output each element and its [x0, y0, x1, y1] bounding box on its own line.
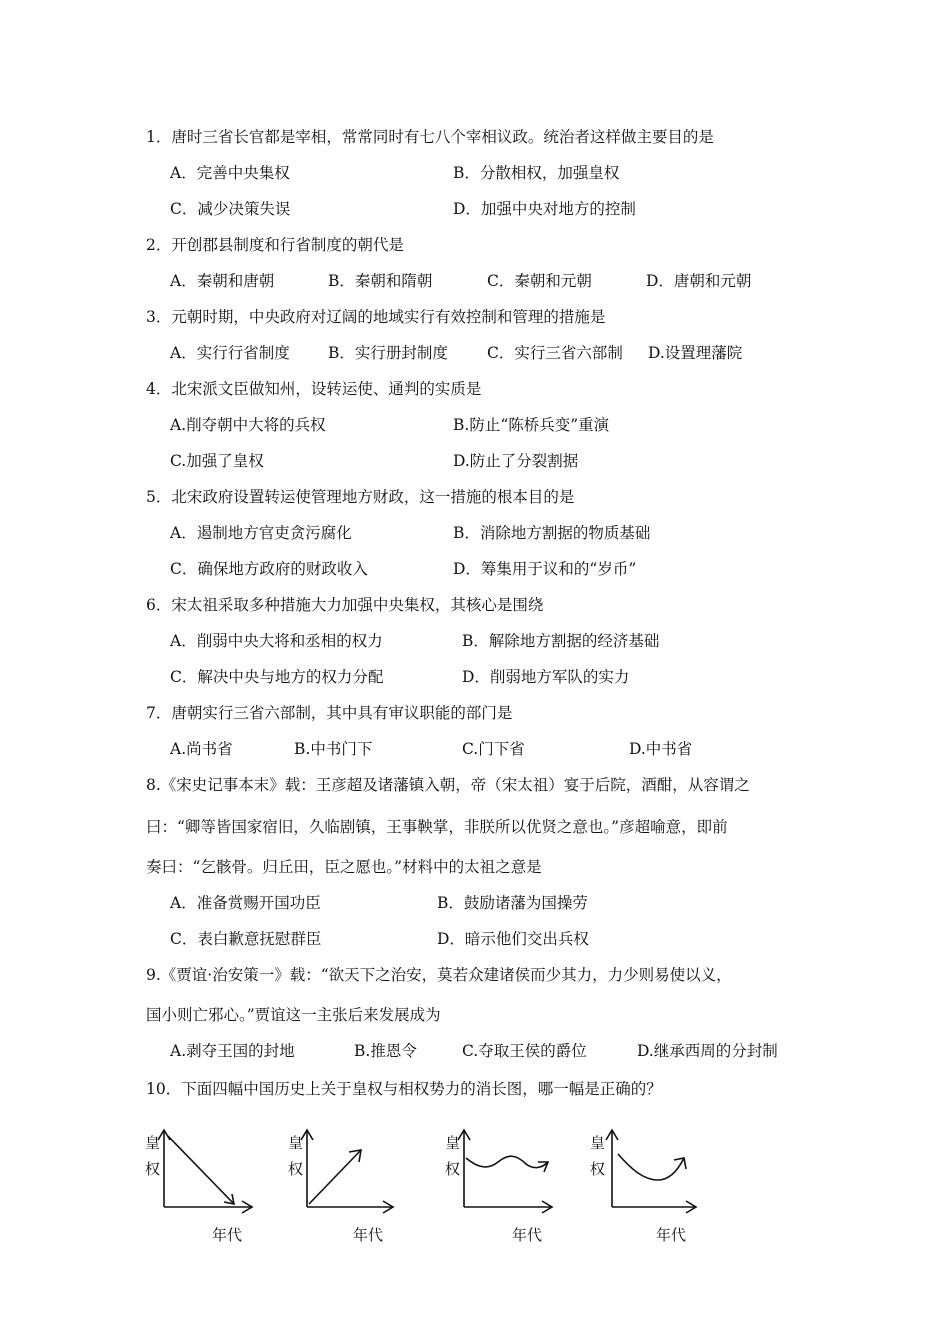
- graph-x-label: 年代: [656, 1226, 687, 1244]
- question-7-option-b: B.中书门下: [294, 740, 373, 758]
- graph-y-label-top: 皇: [145, 1134, 161, 1152]
- question-8-stem-line-1: 8.《宋史记事本末》载：王彦超及诸藩镇入朝，帝（宋太祖）宴于后院，酒酣，从容谓之: [146, 776, 750, 794]
- question-1-option-d: D．加强中央对地方的控制: [453, 200, 636, 218]
- graph-u-shape: [588, 1128, 738, 1248]
- question-4-option-c: C.加强了皇权: [170, 452, 264, 470]
- question-9-option-d: D.继承西周的分封制: [637, 1042, 778, 1060]
- question-2-option-c: C．秦朝和元朝: [487, 272, 592, 290]
- question-9-stem-line-1: 9.《贾谊·治安策一》载：“欲天下之治安，莫若众建诸侯而少其力，力少则易使以义，: [146, 966, 732, 984]
- question-6-option-a: A．削弱中央大将和丞相的权力: [170, 632, 383, 650]
- question-3-option-d: D.设置理藩院: [648, 344, 743, 362]
- question-7-option-a: A.尚书省: [170, 740, 233, 758]
- question-6-option-d: D．削弱地方军队的实力: [462, 668, 630, 686]
- graph-u-shape-plot: [588, 1128, 738, 1218]
- question-9-option-a: A.剥夺王国的封地: [170, 1042, 295, 1060]
- question-7-option-d: D.中书省: [629, 740, 693, 758]
- question-8-stem-line-2: 曰：“卿等皆国家宿旧，久临剧镇，王事鞅掌，非朕所以优贤之意也。”彦超喻意，即前: [146, 818, 728, 836]
- question-10-stem: 10．下面四幅中国历史上关于皇权与相权势力的消长图，哪一幅是正确的？: [146, 1080, 662, 1098]
- question-9-option-c: C.夺取王侯的爵位: [462, 1042, 587, 1060]
- graph-x-label: 年代: [212, 1226, 243, 1244]
- graph-wavy-plot: [442, 1128, 592, 1218]
- graph-y-label-bottom: 权: [590, 1160, 606, 1178]
- graph-y-label-bottom: 权: [445, 1160, 461, 1178]
- question-4-stem: 4．北宋派文臣做知州，设转运使、通判的实质是: [146, 380, 482, 398]
- question-4-option-b: B.防止“陈桥兵变”重演: [453, 416, 610, 434]
- question-1-stem: 1．唐时三省长官都是宰相，常常同时有七八个宰相议政。统治者这样做主要目的是: [146, 128, 714, 146]
- question-9-option-b: B.推恩令: [354, 1042, 417, 1060]
- question-2-stem: 2．开创郡县制度和行省制度的朝代是: [146, 236, 404, 254]
- graph-y-label-bottom: 权: [288, 1160, 304, 1178]
- question-4-option-d: D.防止了分裂割据: [453, 452, 579, 470]
- question-7-option-c: C.门下省: [462, 740, 525, 758]
- graph-decreasing: [140, 1128, 290, 1248]
- question-5-option-d: D．筹集用于议和的“岁币”: [453, 560, 637, 578]
- question-8-option-d: D．暗示他们交出兵权: [437, 930, 589, 948]
- question-5-option-a: A．遏制地方官吏贪污腐化: [170, 524, 352, 542]
- graph-wavy: [442, 1128, 592, 1248]
- question-5-stem: 5．北宋政府设置转运使管理地方财政，这一措施的根本目的是: [146, 488, 575, 506]
- graph-increasing: [285, 1128, 435, 1248]
- question-2-option-d: D．唐朝和元朝: [646, 272, 752, 290]
- question-4-option-a: A.削夺朝中大将的兵权: [170, 416, 326, 434]
- question-8-stem-line-3: 奏曰：“乞骸骨。归丘田，臣之愿也。”材料中的太祖之意是: [146, 858, 542, 876]
- graph-decreasing-plot: [140, 1128, 290, 1218]
- question-2-option-a: A．秦朝和唐朝: [170, 272, 275, 290]
- question-6-option-b: B．解除地方割据的经济基础: [462, 632, 660, 650]
- question-1-option-a: A．完善中央集权: [170, 164, 290, 182]
- question-3-option-a: A．实行行省制度: [170, 344, 290, 362]
- question-7-stem: 7．唐朝实行三省六部制，其中具有审议职能的部门是: [146, 704, 513, 722]
- question-8-option-b: B．鼓励诸藩为国操劳: [437, 894, 588, 912]
- question-8-option-a: A．准备赏赐开国功臣: [170, 894, 321, 912]
- graph-y-label-bottom: 权: [145, 1160, 161, 1178]
- graph-y-label-top: 皇: [445, 1134, 461, 1152]
- graph-increasing-plot: [285, 1128, 435, 1218]
- question-2-option-b: B．秦朝和隋朝: [328, 272, 433, 290]
- question-3-option-c: C．实行三省六部制: [487, 344, 623, 362]
- question-1-option-b: B．分散相权，加强皇权: [453, 164, 620, 182]
- question-1-option-c: C．减少决策失误: [170, 200, 291, 218]
- question-3-option-b: B．实行册封制度: [328, 344, 448, 362]
- question-5-option-b: B．消除地方割据的物质基础: [453, 524, 651, 542]
- question-5-option-c: C．确保地方政府的财政收入: [170, 560, 368, 578]
- question-9-stem-line-2: 国小则亡邪心。”贾谊这一主张后来发展成为: [146, 1006, 441, 1024]
- question-3-stem: 3．元朝时期，中央政府对辽阔的地域实行有效控制和管理的措施是: [146, 308, 606, 326]
- question-6-option-c: C．解决中央与地方的权力分配: [170, 668, 384, 686]
- graph-x-label: 年代: [353, 1226, 384, 1244]
- question-8-option-c: C．表白歉意抚慰群臣: [170, 930, 322, 948]
- graph-y-label-top: 皇: [288, 1134, 304, 1152]
- graph-y-label-top: 皇: [590, 1134, 606, 1152]
- question-6-stem: 6．宋太祖采取多种措施大力加强中央集权，其核心是围绕: [146, 596, 544, 614]
- graph-x-label: 年代: [512, 1226, 543, 1244]
